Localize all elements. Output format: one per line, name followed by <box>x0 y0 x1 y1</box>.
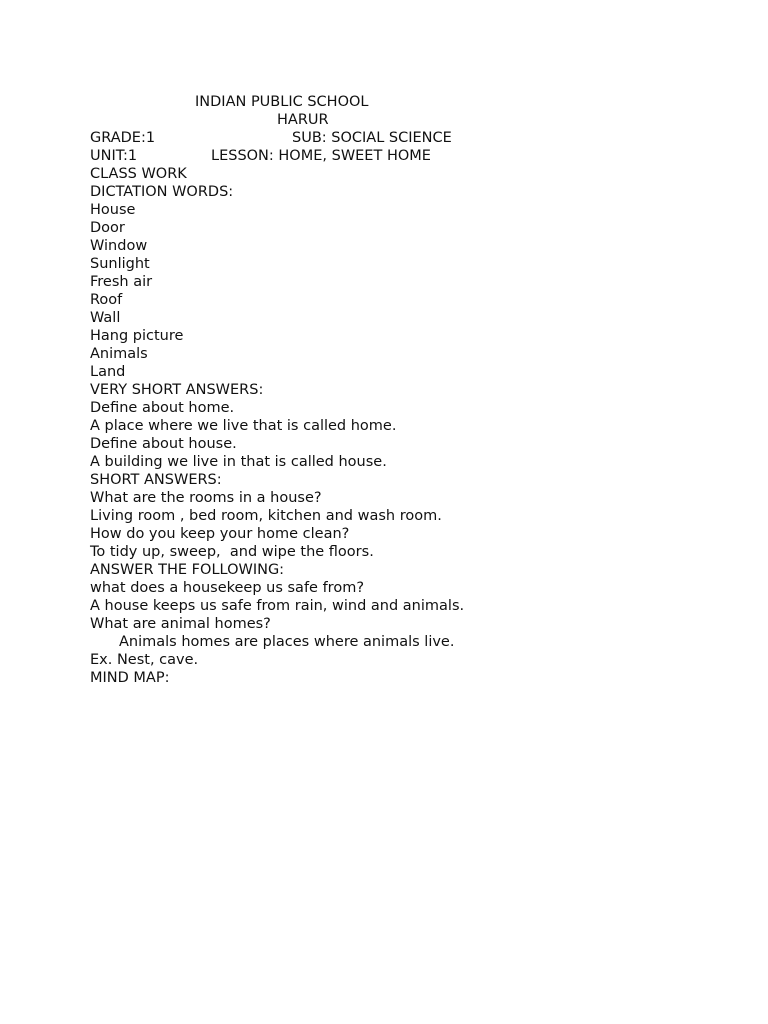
dictation-word: Wall <box>90 310 121 326</box>
dictation-word: Window <box>90 238 148 254</box>
question-line: How do you keep your home clean? <box>90 526 350 542</box>
dictation-word: Fresh air <box>90 274 153 290</box>
dictation-word: Hang picture <box>90 328 184 344</box>
answer-line: A house keeps us safe from rain, wind and animals. <box>90 598 465 614</box>
lesson-label: LESSON: HOME, SWEET HOME <box>211 148 431 164</box>
dictation-word: Sunlight <box>90 256 150 272</box>
grade-label: GRADE:1 <box>90 130 156 146</box>
question-line: What are the rooms in a house? <box>90 490 322 506</box>
dictation-word: Land <box>90 364 126 380</box>
dictation-word: Animals <box>90 346 148 362</box>
short-answers-heading: SHORT ANSWERS: <box>90 472 222 488</box>
dictation-word: House <box>90 202 136 218</box>
dictation-word: Door <box>90 220 125 236</box>
school-name: INDIAN PUBLIC SCHOOL <box>195 94 369 110</box>
answer-line: A building we live in that is called house. <box>90 454 387 470</box>
answer-line: A place where we live that is called home. <box>90 418 397 434</box>
answer-line-indented: Animals homes are places where animals live. <box>119 634 455 650</box>
question-line: Define about home. <box>90 400 235 416</box>
very-short-answers-heading: VERY SHORT ANSWERS: <box>90 382 264 398</box>
answer-line: To tidy up, sweep, and wipe the floors. <box>90 544 374 560</box>
answer-the-following-heading: ANSWER THE FOLLOWING: <box>90 562 285 578</box>
dictation-heading: DICTATION WORDS: <box>90 184 234 200</box>
unit-label: UNIT:1 <box>90 148 138 164</box>
question-line: What are animal homes? <box>90 616 271 632</box>
dictation-word: Roof <box>90 292 123 308</box>
subject-label: SUB: SOCIAL SCIENCE <box>292 130 452 146</box>
class-work-heading: CLASS WORK <box>90 166 187 182</box>
mind-map-heading: MIND MAP: <box>90 670 170 686</box>
example-line: Ex. Nest, cave. <box>90 652 199 668</box>
answer-line: Living room , bed room, kitchen and wash room. <box>90 508 442 524</box>
school-location: HARUR <box>277 112 329 128</box>
question-line: Define about house. <box>90 436 237 452</box>
question-line: what does a housekeep us safe from? <box>90 580 365 596</box>
